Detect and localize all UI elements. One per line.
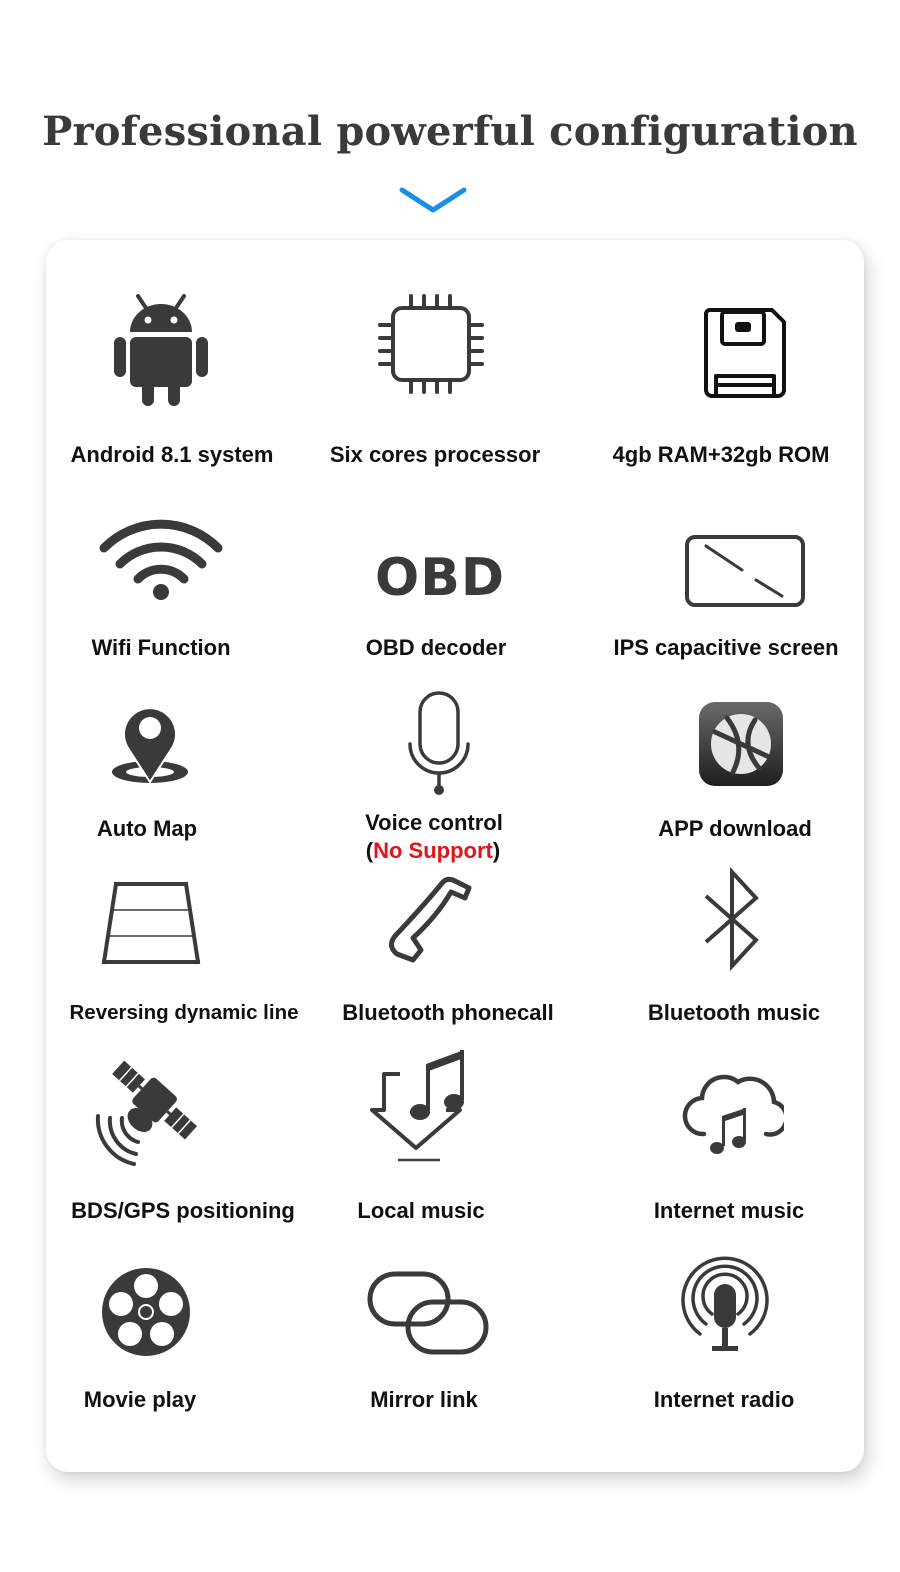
ips-label: IPS capacitive screen (613, 635, 839, 660)
bt-music-label: Bluetooth music (647, 1000, 821, 1025)
bluetooth-icon (698, 866, 766, 972)
internet-music-label: Internet music (653, 1198, 805, 1223)
screen-icon (684, 534, 806, 608)
map-pin-icon (108, 696, 192, 788)
bt-call-label: Bluetooth phonecall (342, 1000, 554, 1025)
page-title: Professional powerful configuration (42, 108, 858, 155)
app-download-icon (697, 700, 785, 788)
voice-label: Voice control (365, 810, 503, 835)
radio-label: Internet radio (653, 1387, 795, 1412)
microphone-icon (404, 690, 474, 798)
memory-label: 4gb RAM+32gb ROM (612, 442, 830, 467)
no-support-text: No Support (373, 838, 493, 863)
android-label: Android 8.1 system (70, 442, 274, 467)
local-music-icon (368, 1048, 470, 1164)
mirror-link-icon (366, 1270, 490, 1356)
processor-label: Six cores processor (329, 442, 541, 467)
gps-label: BDS/GPS positioning (71, 1198, 295, 1223)
chevron-down-icon (399, 186, 467, 216)
film-reel-icon (100, 1266, 192, 1358)
floppy-disk-icon (702, 306, 788, 400)
radio-mic-icon (678, 1256, 772, 1356)
obd-icon: OBD (374, 548, 505, 608)
wifi-label: Wifi Function (91, 635, 231, 660)
android-icon (108, 292, 214, 408)
reversing-label: Reversing dynamic line (69, 1001, 299, 1024)
voice-note: (No Support) (365, 838, 501, 863)
reversing-line-icon (100, 880, 202, 966)
wifi-icon (98, 512, 224, 602)
phone-icon (385, 876, 475, 964)
mirror-label: Mirror link (370, 1387, 478, 1412)
app-label: APP download (658, 816, 812, 841)
cloud-music-icon (682, 1068, 784, 1160)
obd-label: OBD decoder (365, 635, 507, 660)
local-music-label: Local music (357, 1198, 485, 1223)
processor-chip-icon (377, 292, 485, 396)
map-label: Auto Map (96, 816, 198, 841)
satellite-icon (92, 1048, 214, 1168)
movie-label: Movie play (83, 1387, 197, 1412)
